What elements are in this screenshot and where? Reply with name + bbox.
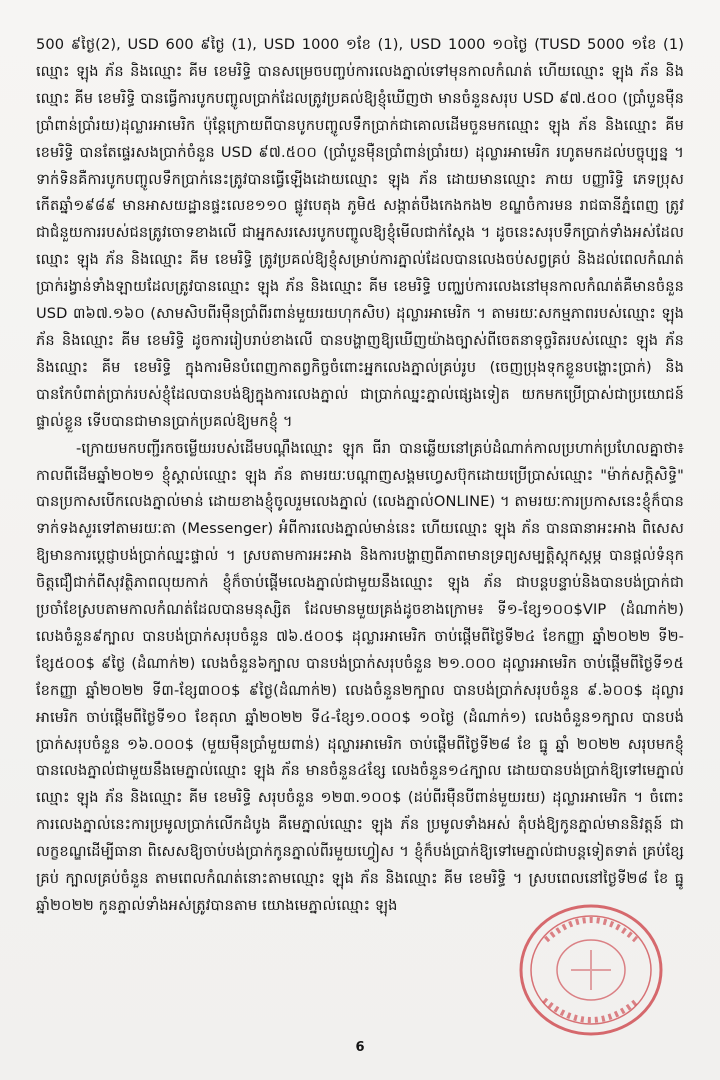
official-seal-stamp [516, 900, 666, 1040]
document-body [36, 32, 684, 920]
page-number: 6 [355, 1040, 365, 1055]
paragraph-2: -ក្រោយមកបញ្ជីរកចម្លើយរបស់ដើមបណ្តឹងឈ្មោះ ឡុក ធីរា បានឆ្លើយនៅគ្រប់ដំណាក់កាលប្រហាក់ប្រហែលគ្នាថា៖ កាលពីដើមឆ្នាំ២០២១ ខ្ញុំស្គាល់ឈ្មោះ ឡុង ភ័ន តាមរយៈបណ្តាញសង្គមហ្វេសប៊ុកដោយប្រើប្រាស់ឈ្មោះ "ម៉ាក់សក្តិសិទ្ធិ" បានប្រកាសបើកលេងភ្នាល់មាន់ ដោយខាងខ្ញុំចូលរួមលេងភ្នាល់ (លេងភ្នាល់ONLINE) ។ តាមរយៈការប្រកាសនេះខ្ញុំក៏បានទាក់ទងសួរទៅតាមរយៈតា (Messenger) អំពីការលេងភ្នាល់មាន់នេះ ហើយឈ្មោះ ឡុង ភ័ន បានធានាអះអាង ពិសេសឱ្យមានការប្តេជ្ញាបង់ប្រាក់ឈ្នះផ្ទាល់ ។ ស្របតាមការអះអាង និងការបង្ហាញពីភាពមានទ្រព្យសម្បត្តិស្តុកស្តម្ភ បានផ្តល់ទំនុកចិត្តជឿជាក់ពីសុវត្ថិភាពលុយកាក់ ខ្ញុំក៏ចាប់ផ្តើមលេងភ្នាល់ជាមួយនឹងឈ្មោះ ឡុង ភ័ន ជាបន្តបន្ទាប់និងបានបង់ប្រាក់ជាប្រចាំខែស្របតាមកាលកំណត់ដែលបានមនុស្សិត ដែលមានមួយគ្រង់ដូចខាងក្រោម៖ ទី១-ខ្សែ១០០$VIP (ដំណាក់២) លេងចំនួន៩ក្បាល បានបង់ប្រាក់សរុបចំនួន ៧៦.៥០០$ ដុល្លារអាមេរិក ចាប់ផ្តើមពីថ្ងៃទី២៤ ខែកញ្ញា ឆ្នាំ២០២២ ទី២-ខ្សែ៥០០$ ៩ថ្ងៃ (ដំណាក់២) លេងចំនួន៦ក្បាល បានបង់ប្រាក់សរុបចំនួន ២១.០០០ ដុល្លារអាមេរិក ចាប់ផ្តើមពីថ្ងៃទី១៥ ខែកញ្ញា ឆ្នាំ២០២២ ទី៣-ខ្សែ៣០០$ ៩ថ្ងៃ(ដំណាក់២) លេងចំនួន២ក្បាល បានបង់ប្រាក់សរុបចំនួន ៩.៦០០$ ដុល្លារអាមេរិក ចាប់ផ្តើមពីថ្ងៃទី១០ ខែតុលា ឆ្នាំ២០២២ ទី៤-ខ្សែ១.០០០$ ១០ថ្ងៃ (ដំណាក់១) លេងចំនួន១ក្បាល បានបង់ប្រាក់សរុបចំនួន ១៦.០០០$ (មួយម៉ឺនប្រាំមួយពាន់) ដុល្លារអាមេរិក ចាប់ផ្តើមពីថ្ងៃទី២៨ ខែ ធ្នូ ឆ្នាំ ២០២២ សរុបមកខ្ញុំបានលេងភ្នាល់ជាមួយនឹងមេភ្នាល់ឈ្មោះ ឡុង ភ័ន មានចំនួន៤ខ្សែ លេងចំនួន១៤ក្បាល ដោយបានបង់ប្រាក់ឱ្យទៅមេភ្នាល់ឈ្មោះ ឡុង ភ័ន និងឈ្មោះ គីម ខេមរិទ្ធិ សរុបចំនួន ១២៣.១០០$ (ដប់ពីរម៉ឺនបីពាន់មួយរយ) ដុល្លារអាមេរិក ។ ចំពោះការលេងភ្នាល់នេះការប្រមូលប្រាក់លើកដំបូង គឺមេភ្នាល់ឈ្មោះ ឡុង ភ័ន ប្រមូលទាំងអស់ តុំបង់ឱ្យកូនភ្នាល់មាននិវត្តន៍ ជាលក្ខខណ្ឌដើម្បីធានា ពិសេសឱ្យចាប់បង់ប្រាក់កូនភ្នាល់ពីរមួយហ្វៀស ។ ខ្ញុំក៏បង់ប្រាក់ឱ្យទៅមេភ្នាល់ជាបន្តទៀតទាត់ គ្រប់ខ្សែគ្រប់ ក្បាលគ្រប់ចំនួន តាមពេលកំណត់នោះតាមឈ្មោះ ឡុង ភ័ន និងឈ្មោះ គីម ខេមរិទ្ធិ ។ ស្របពេលនៅថ្ងៃទី២៨ ខែ ធ្នូ ឆ្នាំ២០២២ កូនភ្នាល់ទាំងអស់ត្រូវបានតាម យោងមេភ្នាល់ឈ្មោះ ឡុង [36, 439, 684, 914]
paragraph-1: 500 ៩ថ្ងៃ(2), USD 600 ៩ថ្ងៃ (1), USD 1000 ១ខែ (1), USD 1000 ១០ថ្ងៃ (TUSD 5000 ១ខែ (1) ឈ្មោះ ឡុង ភ័ន និងឈ្មោះ គីម ខេមរិទ្ធិ បានសម្រេចបញ្ចប់ការលេងភ្នាល់ទៅមុនកាលកំណត់ ហើយឈ្មោះ ឡុង ភ័ន និងឈ្មោះ គីម ខេមរិទ្ធិ បានធ្វើការបូកបញ្ចូលប្រាក់ដែលត្រូវប្រគល់ឱ្យខ្ញុំឃើញថា មានចំនួនសរុប USD ៩៧.៥០០ (ប្រាំបួនម៉ឺនប្រាំពាន់ប្រាំរយ)ដុល្លារអាមេរិក ប៉ុន្តែក្រោយពីបានបូកបញ្ចូលទឹកប្រាក់ជាគោលដើមចួនមកឈ្មោះ ឡុង ភ័ន និងឈ្មោះ គីម ខេមរិទ្ធិ បានតែផ្ទេរសងប្រាក់ចំនួន USD ៩៧.៥០០ (ប្រាំបួនម៉ឺនប្រាំពាន់ប្រាំរយ) ដុល្លារអាមេរិក រហូតមកដល់បច្ចុប្បន្ន ។ ទាក់ទិនគឺការបូកបញ្ចូលទឹកប្រាក់នេះត្រូវបានធ្វើឡើងដោយឈ្មោះ ឡុង ភ័ន ដោយមានឈ្មោះ ភាយ បញ្ញារិទ្ធិ ភេទប្រុស កើតឆ្នាំ១៩៨៩ មានអាសយដ្ឋានផ្ទះលេខ១១០ ផ្លូវបេតុង ភូមិ៥ សង្កាត់បឹងកេងកង២ ខណ្ឌចំការមន រាជធានីភ្នំពេញ ត្រូវជាជំនួយការរបស់ជនត្រូវចោទខាងលើ ជាអ្នកសរសេរបូកបញ្ចូលឱ្យខ្ញុំមើលជាក់ស្តែង ។ ដូចនេះសរុបទឹកប្រាក់ទាំងអស់ដែលឈ្មោះ ឡុង ភ័ន និងឈ្មោះ គីម ខេមរិទ្ធិ ត្រូវប្រគល់ឱ្យខ្ញុំសម្រាប់ការភ្នាល់ដែលបានលេងចប់សព្វគ្រប់ និងដល់ពេលកំណត់ប្រាក់រង្វាន់ទាំងឡាយដែលត្រូវបានឈ្មោះ ឡុង ភ័ន និងឈ្មោះ គីម ខេមរិទ្ធិ បញ្ឈប់ការលេងនៅមុនកាលកំណត់គឺមានចំនួន USD ៣៦៧.១៦០ (សាមសិបពីរម៉ឺនប្រាំពីរពាន់មួយរយហុកសិប) ដុល្លារអាមេរិក ។ តាមរយៈសកម្មភាពរបស់ឈ្មោះ ឡុង ភ័ន និងឈ្មោះ គីម ខេមរិទ្ធិ ដូចការរៀបរាប់ខាងលើ បានបង្ហាញឱ្យឃើញយ៉ាងច្បាស់ពីចេតនាទុច្ចរិតរបស់ឈ្មោះ ឡុង ភ័ន និងឈ្មោះ គីម ខេមរិទ្ធិ ក្នុងការមិនបំពេញកាតព្វកិច្ចចំពោះអ្នកលេងភ្នាល់គ្រប់រូប (ចេញប្រុងទុកខ្លួនបង្ហោះប្រាក់) និងបានកែបំពាត់ប្រាក់របស់ខ្ញុំដែលបានបង់ឱ្យក្នុងការលេងភ្នាល់ ជាប្រាក់ឈ្នះភ្នាល់ផ្សេងទៀត យកមកប្រើប្រាស់ជាប្រយោជន៍ផ្ទាល់ខ្លួន ទើបបានជាមានប្រាក់ប្រគល់ឱ្យមកខ្ញុំ ។ [36, 36, 684, 430]
